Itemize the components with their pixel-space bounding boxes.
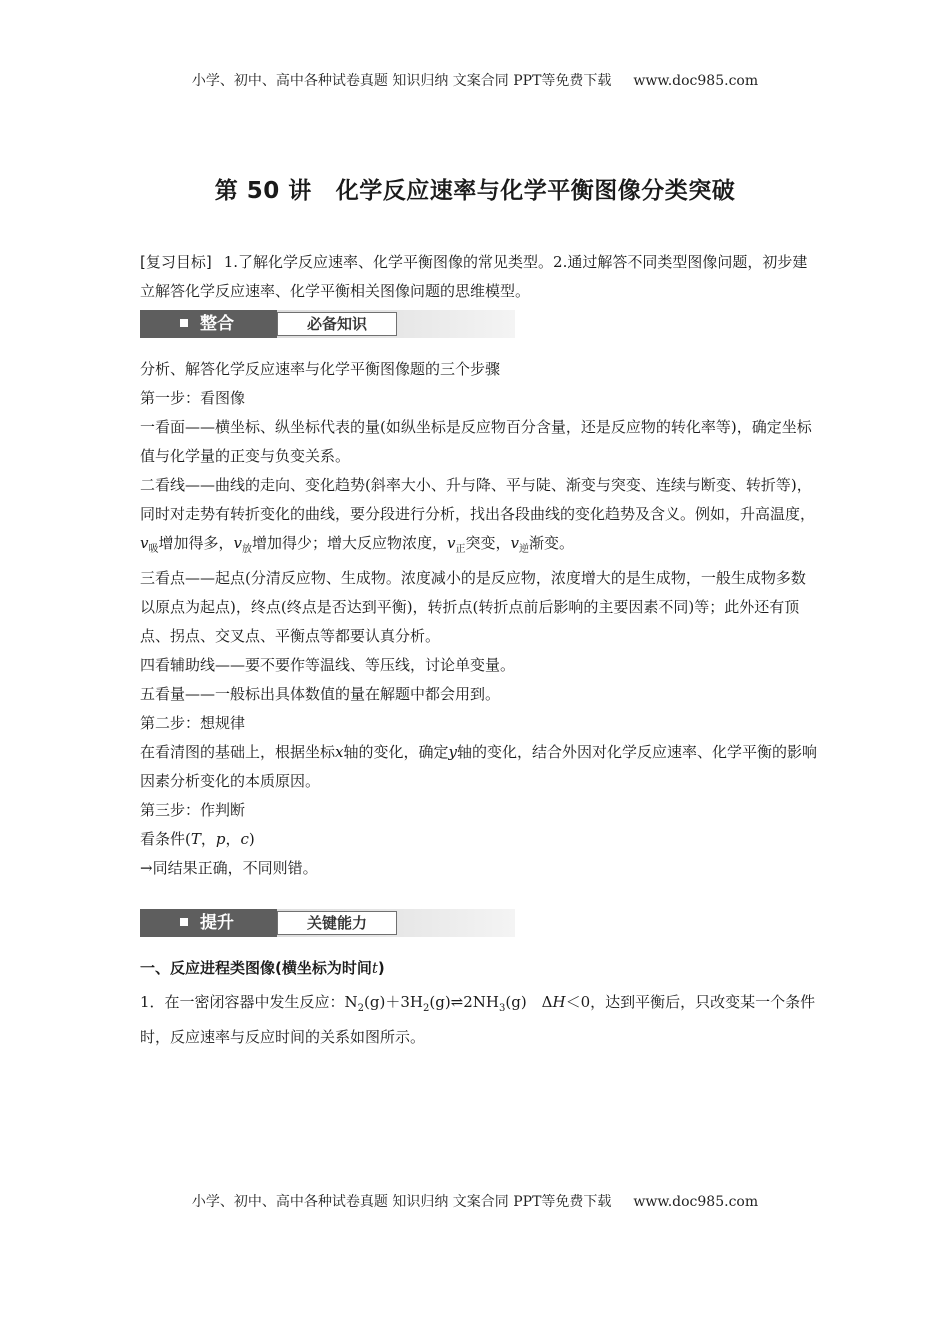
review-objective (140, 248, 820, 306)
square-icon (180, 319, 188, 327)
look-line-paragraph: 二看线——曲线的走向、变化趋势(斜率大小、升与降、平与陡、渐变与突变、连续与断变、转折等)，同时对走势有转折变化的曲线，要分段进行分析，找出各段曲线的变化趋势及含义。例如，升高温度，$v_吸$增加得多，$v_放$增加得少；增大反应物浓度，$v_正$突变，$v_逆$渐变。 (140, 476, 816, 555)
banner-box-label: 关键能力 (277, 911, 397, 935)
page-title (0, 172, 950, 205)
footer-text: 小学、初中、高中各种试卷真题 知识归纳 文案合同 PPT等免费下载 (191, 1194, 612, 1210)
intro-line: 分析、解答化学反应速率与化学平衡图像题的三个步骤 (140, 360, 501, 378)
law-paragraph: 在看清图的基础上，根据坐标x轴的变化，确定y轴的变化，结合外因对化学反应速率、化学平衡的影响因素分析变化的本质原因。 (140, 743, 817, 790)
look-point-paragraph: 三看点——起点(分清反应物、生成物。浓度减小的是反应物，浓度增大的是生成物，一般生成物多数以原点为起点)，终点(终点是否达到平衡)，转折点(转折点前后影响的主要因素不同)等；此外还有顶点、拐点、交叉点、平衡点等都要认真分析。 (140, 569, 806, 645)
banner-dark-label: 整合 (140, 310, 277, 338)
section-banner-knowledge (140, 310, 515, 338)
objective-text: 1.了解化学反应速率、化学平衡图像的常见类型。2.通过解答不同类型图像问题，初步建立解答化学反应速率、化学平衡相关图像问题的思维模型。 (140, 253, 808, 300)
amount-paragraph: 五看量——一般标出具体数值的量在解题中都会用到。 (140, 685, 501, 703)
section-heading-1: 一、反应进程类图像(横坐标为时间t) (140, 959, 385, 977)
objective-label: [复习目标] (140, 253, 212, 271)
banner-box-label: 必备知识 (277, 312, 397, 336)
page-footer (0, 1191, 950, 1211)
lecture-number: 第 50 讲 (214, 178, 312, 204)
condition-line: 看条件(T，p，c) (140, 830, 255, 848)
footer-url[interactable]: www.doc985.com (633, 1194, 759, 1210)
step1-heading: 第一步：看图像 (140, 389, 246, 407)
banner-dark-label: 提升 (140, 909, 277, 937)
section-banner-ability (140, 909, 515, 937)
lecture-title: 化学反应速率与化学平衡图像分类突破 (335, 178, 736, 204)
step3-heading: 第三步：作判断 (140, 801, 246, 819)
look-face-paragraph: 一看面——横坐标、纵坐标代表的量(如纵坐标是反应物百分含量，还是反应物的转化率等)，确定坐标值与化学量的正变与负变关系。 (140, 418, 812, 465)
aux-line-paragraph: 四看辅助线——要不要作等温线、等压线，讨论单变量。 (140, 656, 516, 674)
equilibrium-arrow-icon: ⇌ (450, 993, 464, 1011)
knowledge-body (140, 355, 820, 883)
header-text: 小学、初中、高中各种试卷真题 知识归纳 文案合同 PPT等免费下载 (191, 73, 612, 89)
result-line: →同结果正确，不同则错。 (140, 859, 318, 877)
question-1: 1．在一密闭容器中发生反应：$N_2(g)+3H_2(g)\rightleftharpoons 2NH_3(g)$ ΔH＜0，达到平衡后，只改变某一个条件时，反应速率与反应时间的关系如图所示。 (140, 993, 816, 1046)
page-header (0, 70, 950, 90)
step2-heading: 第二步：想规律 (140, 714, 246, 732)
square-icon (180, 918, 188, 926)
header-url[interactable]: www.doc985.com (633, 73, 759, 89)
